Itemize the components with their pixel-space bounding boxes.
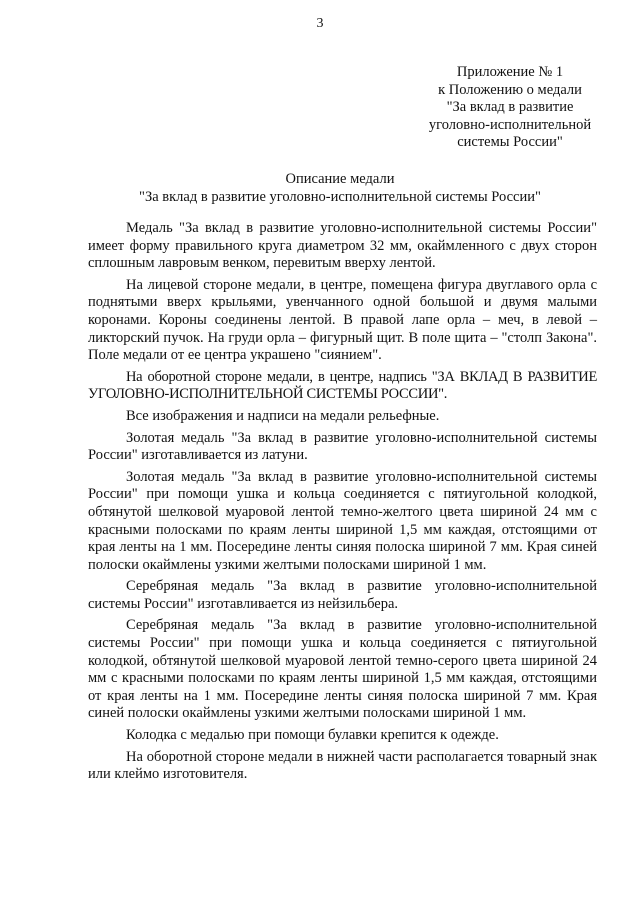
paragraph: Золотая медаль "За вклад в развитие уголовно-исполнительной системы России" изготавливается из латуни. [88, 429, 597, 464]
document-body [88, 220, 597, 788]
appendix-line: системы России" [457, 134, 563, 151]
page-number: 3 [316, 16, 324, 31]
paragraph: На оборотной стороне медали в нижней части располагается товарный знак или клеймо изготовителя. [88, 748, 597, 783]
paragraph: На оборотной стороне медали, в центре, надпись "ЗА ВКЛАД В РАЗВИТИЕ УГОЛОВНО-ИСПОЛНИТЕЛЬНОЙ СИСТЕМЫ РОССИИ". [88, 368, 597, 403]
paragraph: Все изображения и надписи на медали рельефные. [126, 407, 440, 424]
heading-title: Описание медали [285, 171, 395, 187]
paragraph: Серебряная медаль "За вклад в развитие уголовно-исполнительной системы России" при помощи ушка и кольца соединяется с пятиугольной колодкой, обтянутой шелковой муаровой лентой темно-серого цвета шириной 24 мм с красными полосками по краям ленты шириной 1,5 мм каждая, отстоящими от края ленты на 1 мм. Посередине ленты синяя полоска шириной 7 мм. Края синей полоски окаймлены узкими желтыми полосками шириной 1 мм. [88, 617, 597, 722]
paragraph: Колодка с медалью при помощи булавки крепится к одежде. [126, 727, 499, 744]
paragraph: Серебряная медаль "За вклад в развитие уголовно-исполнительной системы России" изготавливается из нейзильбера. [88, 578, 597, 612]
heading-subtitle: "За вклад в развитие уголовно-исполнительной системы России" [139, 189, 541, 205]
paragraph: Золотая медаль "За вклад в развитие уголовно-исполнительной системы России" при помощи ушка и кольца соединяется с пятиугольной колодкой, обтянутой шелковой муаровой лентой темно-желтого цвета шириной 24 мм с красными полосками по краям ленты шириной 1,5 мм каждая, отстоящими от края ленты на 1 мм. Посередине ленты синяя полоска шириной 7 мм. Края синей полоски окаймлены узкими желтыми полосками шириной 1 мм. [88, 468, 597, 573]
appendix-line: Приложение № 1 [456, 64, 564, 80]
paragraph: На лицевой стороне медали, в центре, помещена фигура двуглавого орла с поднятыми вверх крыльями, увенчанного одной большой и двумя малыми коронами. Короны соединены лентой. В правой лапе орла – меч, в левой – ликторский пучок. На груди орла – фигурный щит. В поле щита – "столп Закона". Поле медали от ее центра украшено "сиянием". [88, 276, 597, 364]
document-heading [60, 170, 620, 206]
appendix-header [420, 64, 600, 152]
appendix-line: "За вклад в развитие [446, 99, 574, 116]
appendix-line: уголовно-исполнительной [428, 116, 592, 133]
appendix-line: к Положению о медали [438, 81, 582, 98]
paragraph: Медаль "За вклад в развитие уголовно-исполнительной системы России" имеет форму правильного круга диаметром 32 мм, окаймленного с двух сторон сплошным лавровым венком, перевитым вверху лентой. [88, 220, 597, 272]
